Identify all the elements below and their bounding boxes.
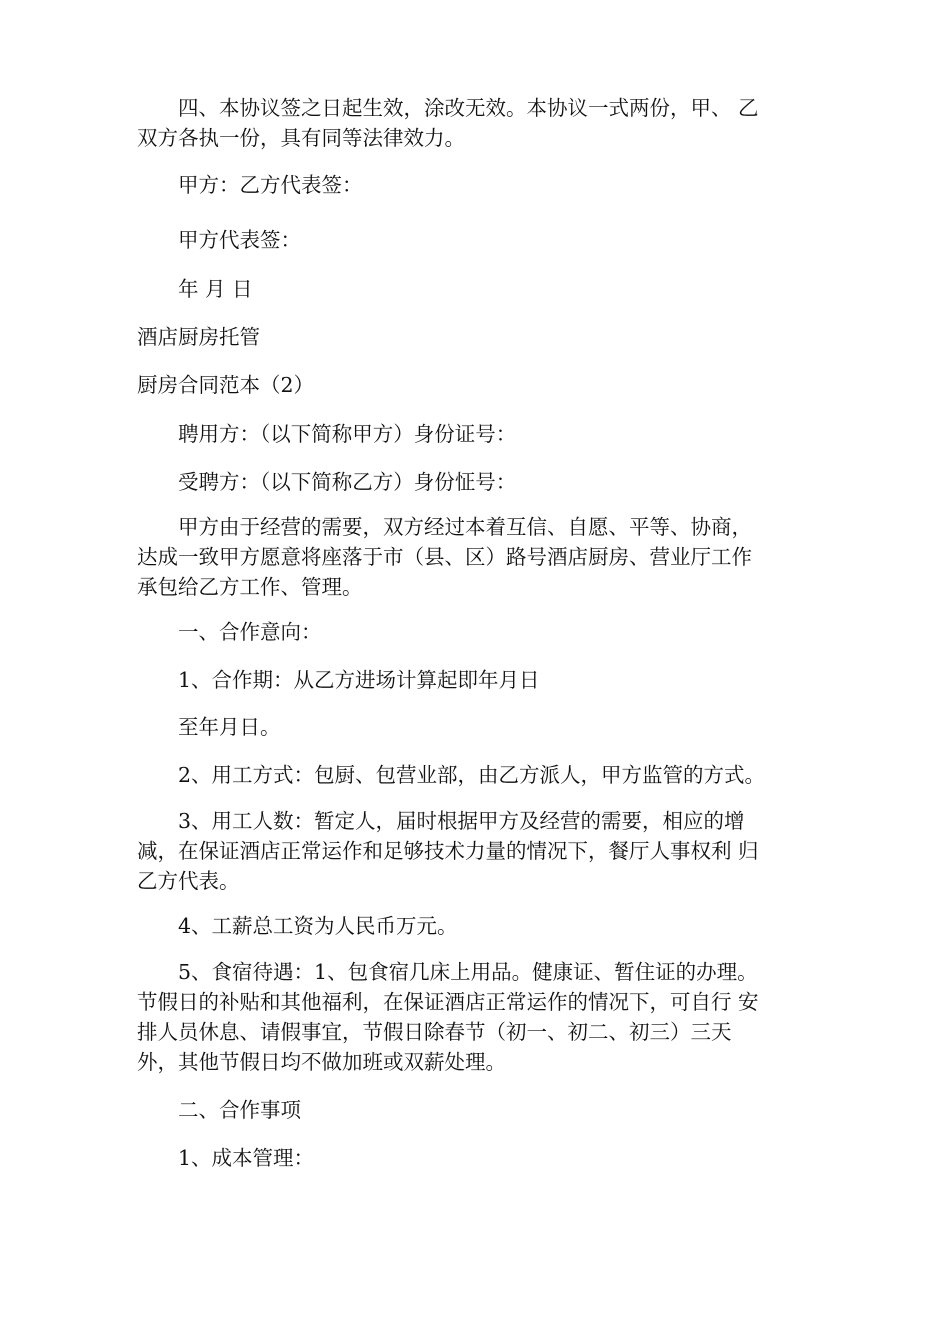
paragraph-employee xyxy=(137,467,827,497)
paragraph-staff-count xyxy=(137,806,827,896)
paragraph-employment-mode xyxy=(137,760,827,790)
text-line: 5、食宿待遇：1、包食宿几床上用品。健康证、暂住证的办理。 xyxy=(137,960,758,984)
text-line: 排人员休息、请假事宜，节假日除春节（初一、初二、初三）三天 xyxy=(137,1020,732,1044)
text-line: 二、合作事项 xyxy=(137,1098,301,1122)
text-line: 一、合作意向： xyxy=(137,620,322,644)
text-line: 1、合作期：从乙方进场计算起即年月日 xyxy=(137,668,540,692)
text-line: 双方各执一份，具有同等法律效力。 xyxy=(137,126,465,150)
heading-cooperation-intent xyxy=(137,617,827,647)
text-line: 1、成本管理： xyxy=(137,1146,315,1170)
paragraph-salary xyxy=(137,911,827,941)
paragraph-clause-four xyxy=(137,93,827,153)
text-line: 至年月日。 xyxy=(137,715,281,739)
text-line: 甲方代表签： xyxy=(137,228,301,252)
paragraph-party-a-signature xyxy=(137,170,827,200)
paragraph-accommodation xyxy=(137,957,827,1077)
text-line: 减，在保证酒店正常运作和足够技术力量的情况下，餐厅人事权利 归 xyxy=(137,839,759,863)
paragraph-employer xyxy=(137,419,827,449)
paragraph-date xyxy=(137,274,827,304)
text-line: 2、用工方式：包厨、包营业部，由乙方派人，甲方监管的方式。 xyxy=(137,763,766,787)
paragraph-agreement-intro xyxy=(137,512,827,602)
paragraph-period-end xyxy=(137,712,827,742)
text-line: 受聘方：（以下简称乙方）身份怔号： xyxy=(137,470,517,494)
text-line: 达成一致甲方愿意将座落于市（县、区）路号酒店厨房、营业厅工作 xyxy=(137,545,752,569)
heading-hotel-kitchen xyxy=(137,322,827,352)
text-line: 乙方代表。 xyxy=(137,869,240,893)
text-line: 聘用方：（以下简称甲方）身份证号： xyxy=(137,422,517,446)
heading-contract-sample xyxy=(137,370,827,400)
text-line: 四、本协议签之日起生效，涂改无效。本协议一式两份，甲、 乙 xyxy=(137,96,759,120)
paragraph-party-a-representative xyxy=(137,225,827,255)
text-line: 承包给乙方工作、管理。 xyxy=(137,575,363,599)
text-line: 3、用工人数：暂定人，届时根据甲方及经营的需要，相应的增 xyxy=(137,809,745,833)
text-line: 年 月 日 xyxy=(137,277,253,301)
text-line: 厨房合同范本（2） xyxy=(137,373,315,397)
text-line: 4、工薪总工资为人民币万元。 xyxy=(137,914,458,938)
text-line: 酒店厨房托管 xyxy=(137,325,260,349)
heading-cooperation-items xyxy=(137,1095,827,1125)
paragraph-cost-management xyxy=(137,1143,827,1173)
paragraph-cooperation-period xyxy=(137,665,827,695)
text-line: 甲方由于经营的需要，双方经过本着互信、自愿、平等、协商， xyxy=(137,515,752,539)
text-line: 外，其他节假日均不做加班或双薪处理。 xyxy=(137,1050,506,1074)
text-line: 节假日的补贴和其他福利，在保证酒店正常运作的情况下，可自行 安 xyxy=(137,990,759,1014)
text-line: 甲方：乙方代表签： xyxy=(137,173,363,197)
